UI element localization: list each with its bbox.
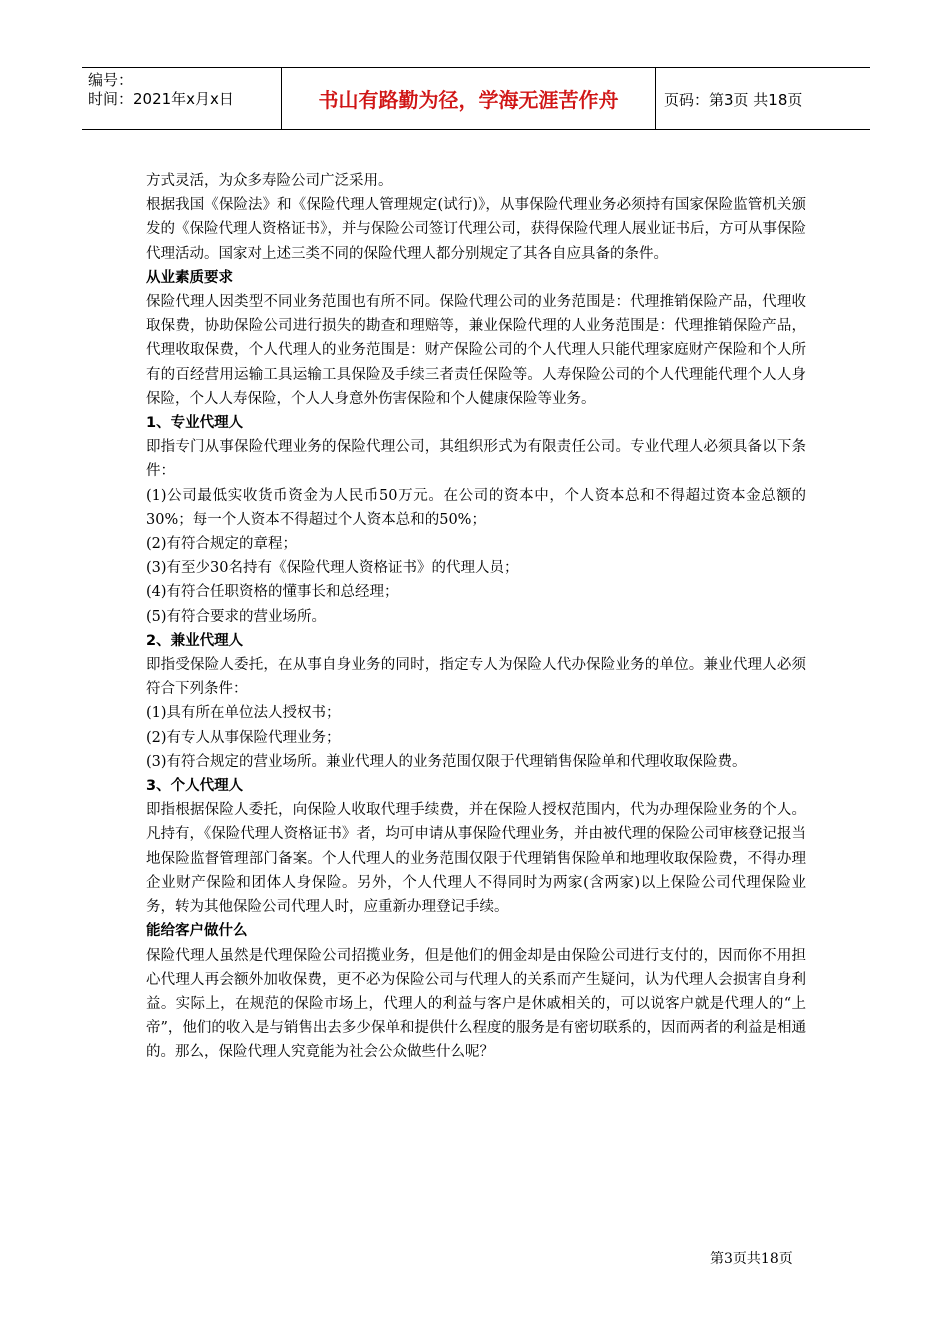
section-heading: 2、兼业代理人 <box>146 632 244 649</box>
header-left-cell <box>88 71 234 109</box>
body-paragraph: 保险代理人因类型不同业务范围也有所不同。保险代理公司的业务范围是：代理推销保险产品，代理收取保费，协助保险公司进行损失的勘查和理赔等，兼业保险代理的人业务范围是：代理推销保险产品，代理收取保费，个人代理人的业务范围是：财产保险公司的个人代理人只能代理家庭财产保险和个人所有的百经营用运输工具运输工具保险及手续三者责任保险等。人寿保险公司的个人代理能代理个人人身保险，个人人寿保险，个人人身意外伤害保险和个人健康保险等业务。 <box>146 294 806 407</box>
section-heading: 从业素质要求 <box>146 269 233 286</box>
document-body <box>146 169 806 1065</box>
header-divider-right <box>655 67 656 129</box>
header-number-label: 编号： <box>88 71 134 89</box>
section-heading: 能给客户做什么 <box>146 923 248 940</box>
body-paragraph: (4)有符合任职资格的懂事长和总经理； <box>146 584 399 601</box>
body-paragraph: (1)公司最低实收货币资金为人民币50万元。在公司的资本中，个人资本总和不得超过资本金总额的30%；每一个人资本不得超过个人资本总和的50%； <box>146 487 806 528</box>
header-date-label: 时间：2021年x月x日 <box>88 90 234 108</box>
section-heading: 3、个人代理人 <box>146 778 244 795</box>
body-paragraph: 方式灵活，为众多寿险公司广泛采用。 <box>146 173 393 189</box>
header-motto: 书山有路勤为径，学海无涯苦作舟 <box>318 87 619 112</box>
body-paragraph: (2)有专人从事保险代理业务； <box>146 729 341 746</box>
body-paragraph: (1)具有所在单位法人授权书； <box>146 705 341 722</box>
body-paragraph: (5)有符合要求的营业场所。 <box>146 608 327 625</box>
body-paragraph: 保险代理人虽然是代理保险公司招揽业务，但是他们的佣金却是由保险公司进行支付的，因而你不用担心代理人再会额外加收保费，更不必为保险公司与代理人的关系而产生疑问，认为代理人会损害自身利益。实际上，在规范的保险市场上，代理人的利益与客户是休戚相关的，可以说客户就是代理人的“上帝”，他们的收入是与销售出去多少保单和提供什么程度的服务是有密切联系的，因而两者的利益是相通的。那么，保险代理人究竟能为社会公众做些什么呢？ <box>146 947 806 1061</box>
body-paragraph: 即指专门从事保险代理业务的保险代理公司，其组织形式为有限责任公司。专业代理人必须具备以下条件： <box>146 439 806 480</box>
body-paragraph: (3)有符合规定的营业场所。兼业代理人的业务范围仅限于代理销售保险单和代理收取保险费。 <box>146 753 747 770</box>
body-paragraph: 即指根据保险人委托，向保险人收取代理手续费，并在保险人授权范围内，代为办理保险业务的个人。凡持有，《保险代理人资格证书》者，均可申请从事保险代理业务，并由被代理的保险公司审核登记报当地保险监督管理部门备案。个人代理人的业务范围仅限于代理销售保险单和地理收取保险费，不得办理企业财产保险和团体人身保险。另外，个人代理人不得同时为两家(含两家)以上保险公司代理保险业务，转为其他保险公司代理人时，应重新办理登记手续。 <box>146 802 806 916</box>
body-paragraph: (2)有符合规定的章程； <box>146 536 298 553</box>
body-paragraph: (3)有至少30名持有《保险代理人资格证书》的代理人员； <box>146 560 519 577</box>
body-paragraph: 即指受保险人委托，在从事自身业务的同时，指定专人为保险人代办保险业务的单位。兼业代理人必须符合下列条件： <box>146 657 806 698</box>
section-heading: 1、专业代理人 <box>146 415 244 432</box>
footer-page-number: 第3页共18页 <box>710 1251 793 1267</box>
body-paragraph: 根据我国《保险法》和《保险代理人管理规定(试行)》，从事保险代理业务必须持有国家保险监管机关颁发的《保险代理人资格证书》，并与保险公司签订代理公司，获得保险代理人展业证书后，方可从事保险代理活动。国家对上述三类不同的保险代理人都分别规定了其各自应具备的条件。 <box>146 197 806 262</box>
header-page-label: 页码：第3页 共18页 <box>664 91 803 109</box>
header-bottom-rule <box>82 129 870 130</box>
